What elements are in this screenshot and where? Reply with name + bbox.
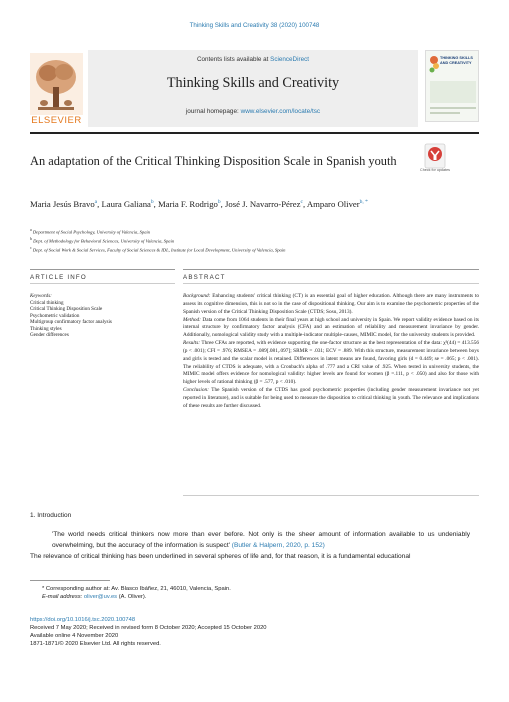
keyword-item: Thinking styles [30, 325, 62, 332]
author-name[interactable]: Laura Galiana [101, 198, 151, 209]
doi-link[interactable]: https://doi.org/10.1016/j.tsc.2020.100748 [30, 617, 136, 623]
author-separator: , [153, 198, 159, 209]
copyright-line: 1871-1871/© 2020 Elsevier Ltd. All rights reserved. [30, 640, 161, 647]
affiliation-label: a [30, 228, 32, 232]
keywords-block [30, 293, 175, 339]
author-separator: , [97, 198, 102, 209]
author-affiliation-mark[interactable]: b, * [359, 199, 368, 205]
keyword-item: Multigroup confirmatory factor analysis [30, 319, 112, 325]
journal-title: Thinking Skills and Creativity [166, 75, 340, 91]
abstract-rule [183, 269, 479, 270]
affiliation-list [30, 227, 480, 253]
homepage-prefix: journal homepage: [185, 108, 241, 115]
method-label: Method: [183, 316, 201, 323]
affiliation-label: b [30, 236, 32, 241]
received-dates: Received 7 May 2020; Received in revised form 8 October 2020; Accepted 15 October 2020 [30, 624, 267, 631]
author-name[interactable]: José J. Navarro-Pérez [224, 198, 301, 209]
results-text: Three CFAs are reported, with evidence supporting the one-factor structure as the best representation of the data: χ²(44) = 413.556 (p < .001); CFI = .976; RMSEA = .089[.081,.097]; SRMR = .031; ECV = .889. With this structure, measurement invariance between boys and girls is tested and the scalar model is retained. Differences in latent means are found, favoring girls (d = 0.449; se = .065; p < .001). The reliability of CTDS is adequate, with a Cronbach's alpha of .777 and a CRI value of .925. When tested in university students, the MIMIC model offers evidence for nomological validity: higher levels are found for women (β =.111, p < .050) and also for those with higher levels of rational thinking (β = .577, p < .010). [183, 340, 479, 386]
introduction-quote [52, 529, 470, 551]
background-text: Enhancing students' critical thinking (CT) is an essential goal of higher education. Although there are many instruments to assess its cognitive dimension, this is not so in the case of dispositional thinking. Our aim is to examine the psychometric properties of the Spanish version of the Critical Thinking Disposition Scale (CTDS; Sosu, 2013). [183, 293, 479, 315]
article-info-heading: ARTICLE INFO [30, 274, 87, 281]
author-affiliation-mark[interactable]: a [94, 199, 98, 205]
article-metadata [30, 617, 479, 649]
quote-reference-link[interactable]: (Butler & Halpern, 2020, p. 152) [231, 542, 325, 549]
affiliation-text: Dept. of Social Work & Social Services, Faculty of Social Sciences & IDL, Institute for Local Development, University of Valencia, Spain [32, 247, 286, 253]
author-affiliation-mark[interactable]: c [300, 199, 303, 205]
abstract-subrule [183, 283, 479, 284]
affiliation-label: c [30, 245, 32, 250]
email-suffix: (A. Oliver). [117, 594, 147, 601]
email-link[interactable]: oliver@uv.es [83, 594, 118, 601]
abstract-heading: ABSTRACT [183, 274, 226, 281]
footnote-rule [30, 580, 110, 581]
article-info-rule [30, 269, 175, 270]
elsevier-tree-logo[interactable] [30, 53, 83, 124]
quote-text: 'The world needs critical thinkers now more than ever before. Not only is the sheer amount of information available to us undeniably overwhelming, but the accuracy of the information is suspect' [52, 531, 470, 549]
conclusion-text: The Spanish version of the CTDS has good psychometric properties (including gender measurement invariance not yet reported in literature), and is suitable for being used to measure the disposition to critical thinking in youth. The relevance and implications of these results are further discussed. [183, 387, 480, 409]
author-name[interactable]: Maria Jesús Bravo [30, 198, 95, 209]
author-affiliation-mark[interactable]: b [150, 199, 154, 205]
elsevier-wordmark: ELSEVIER [31, 115, 82, 126]
journal-homepage-line [88, 108, 418, 115]
abstract-method [183, 317, 479, 341]
journal-cover-thumbnail[interactable] [425, 50, 479, 122]
introduction-heading: 1. Introduction [30, 512, 72, 519]
contents-available-line [88, 56, 418, 63]
abstract-end-rule [183, 495, 479, 496]
article-title: An adaptation of the Critical Thinking Disposition Scale in Spanish youth [30, 154, 397, 168]
email-label: E-mail address: [42, 594, 83, 601]
affiliation-item [30, 227, 480, 236]
masthead-divider [30, 132, 479, 134]
affiliation-text: Department of Social Psychology, University of Valencia, Spain [32, 229, 151, 235]
author-separator: , [302, 198, 307, 209]
article-info-subrule [30, 283, 175, 284]
corresponding-author-line: * Corresponding author at: Av. Blasco Ibáñez, 21, 46010, Valencia, Spain. [42, 586, 231, 592]
keywords-title: Keywords: [30, 293, 52, 299]
abstract-background [183, 293, 479, 317]
affiliation-text: Dept. of Methodology for Behavioral Sciences, University of Valencia, Spain [33, 238, 175, 244]
author-separator: , [220, 198, 225, 209]
author-name[interactable]: Maria F. Rodrigo [158, 198, 218, 209]
check-for-updates-label[interactable]: Check for updates [420, 168, 450, 172]
introduction-paragraph: The relevance of critical thinking has been underlined in several spheres of life and, for that reason, it is a fundamental educational [30, 553, 411, 560]
method-text: Data come from 1064 students in their final years at high school and university in Spain. We report validity evidence based on its internal structure by confirmatory factor analysis (CFA) and an estimation of reliability and measurement invariance by gender. Additionally, nomological validity study with a multiple-indicator multiple-causes, MIMIC model, for the university students is provided. [183, 316, 479, 339]
keyword-item: Critical thinking [30, 299, 64, 306]
keyword-item: Psychometric validation [30, 312, 80, 319]
cover-title: THINKING SKILLS AND CREATIVITY [440, 56, 473, 65]
email-line [30, 593, 479, 601]
journal-masthead [30, 50, 479, 127]
conclusion-label: Conclusion: [183, 387, 209, 394]
author-affiliation-mark[interactable]: b [217, 199, 221, 205]
corresponding-author-footnote [30, 585, 479, 602]
author-name[interactable]: Amparo Oliver [306, 198, 360, 209]
available-online-date: Available online 4 November 2020 [30, 632, 119, 639]
journal-citation-line[interactable]: Thinking Skills and Creativity 38 (2020) 100748 [189, 22, 320, 29]
abstract-conclusion [183, 387, 479, 411]
abstract-results [183, 340, 479, 387]
affiliation-item [30, 245, 480, 254]
crossmark-icon[interactable] [424, 143, 446, 169]
sciencedirect-link[interactable]: ScienceDirect [270, 56, 309, 63]
keyword-item: Critical Thinking Disposition Scale [30, 306, 103, 312]
affiliation-item [30, 236, 480, 245]
journal-homepage-link[interactable]: www.elsevier.com/locate/tsc [240, 108, 321, 115]
keyword-item: Gender differences [30, 332, 69, 338]
results-label: Results: [183, 340, 201, 347]
background-label: Background: [183, 293, 211, 299]
masthead-center-panel [88, 50, 418, 127]
abstract-body [183, 293, 479, 411]
contents-prefix: Contents lists available at [196, 56, 271, 63]
author-list [30, 195, 480, 211]
